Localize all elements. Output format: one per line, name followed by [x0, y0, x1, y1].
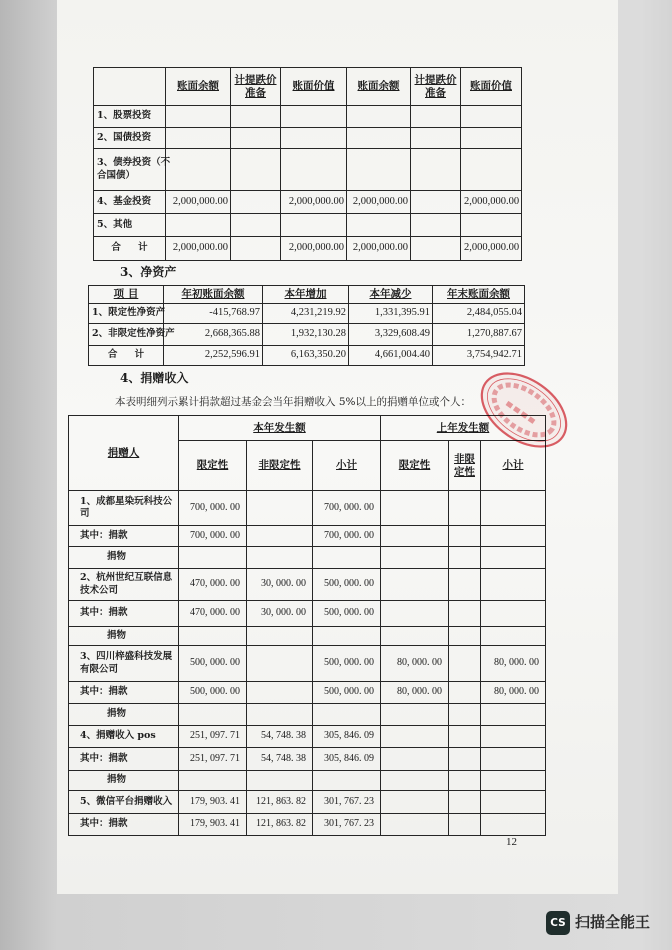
current-unrestricted: 54, 748. 38 [247, 726, 313, 748]
header-book-balance: 账面余额 [166, 68, 231, 106]
donor-name-line: 2、杭州世纪互联信息 [80, 572, 173, 583]
current-subtotal: 500, 000. 00 [313, 646, 381, 682]
table-cell [347, 214, 411, 237]
header-blank-cell [94, 68, 166, 106]
current-subtotal: 500, 000. 00 [313, 601, 381, 627]
previous-restricted [381, 569, 449, 601]
current-unrestricted: 121, 863. 82 [247, 814, 313, 836]
table-row [89, 324, 525, 346]
donor-name [69, 569, 179, 601]
header-decrease: 本年减少 [349, 286, 433, 304]
header-restricted: 限定性 [179, 441, 247, 491]
table-cell [411, 106, 461, 128]
row-label: 1、股票投资 [94, 106, 166, 128]
header-book-value: 账面价值 [281, 68, 347, 106]
donor-name: 其中：捐款 [69, 526, 179, 547]
header-impairment-provision: 计提跌价准备 [411, 68, 461, 106]
total-row [94, 237, 522, 261]
row-label [94, 149, 171, 191]
table-cell [179, 704, 247, 726]
current-restricted: 700, 000. 00 [179, 491, 247, 526]
previous-subtotal [481, 726, 546, 748]
header-increase: 本年增加 [263, 286, 349, 304]
previous-unrestricted [449, 526, 481, 547]
seal-stamp-shape [468, 358, 579, 461]
table-cell [166, 149, 231, 191]
table-cell [381, 547, 449, 569]
previous-unrestricted [449, 682, 481, 704]
table-cell [347, 106, 411, 128]
previous-restricted [381, 814, 449, 836]
table-cell [381, 627, 449, 646]
table-cell [281, 214, 347, 237]
table-cell [449, 704, 481, 726]
donor-name-line: 3、四川梓盛科技发展 [80, 651, 173, 662]
donor-row [69, 771, 546, 791]
current-unrestricted: 54, 748. 38 [247, 748, 313, 771]
donor-name: 5、微信平台捐赠收入 [69, 791, 179, 814]
total-label: 合 计 [94, 237, 166, 261]
previous-restricted [381, 491, 449, 526]
header-unrestricted: 非限定性 [247, 441, 313, 491]
table-cell [231, 149, 281, 191]
value-cell [231, 237, 281, 261]
previous-unrestricted [449, 726, 481, 748]
table-cell [179, 627, 247, 646]
current-unrestricted [247, 526, 313, 547]
current-subtotal: 305, 846. 09 [313, 748, 381, 771]
camscanner-logo-icon: CS [546, 911, 570, 935]
donor-name-line: 技术公司 [80, 584, 119, 596]
table-row [94, 106, 522, 128]
table-row [94, 128, 522, 149]
value-cell: 2,000,000.00 [166, 237, 231, 261]
previous-subtotal: 80, 000. 00 [481, 682, 546, 704]
donations-header-row [69, 416, 546, 441]
donor-name: 其中：捐款 [69, 682, 179, 704]
header-restricted: 限定性 [381, 441, 449, 491]
previous-restricted [381, 748, 449, 771]
donor-row [69, 682, 546, 704]
table-cell [313, 547, 381, 569]
current-unrestricted: 30, 000. 00 [247, 569, 313, 601]
donations-title: 4、捐赠收入 [120, 371, 189, 385]
donor-name: 其中：捐款 [69, 814, 179, 836]
value-cell: 2,000,000.00 [281, 237, 347, 261]
value-cell [411, 237, 461, 261]
previous-unrestricted [449, 646, 481, 682]
table-cell [461, 214, 522, 237]
table-cell [231, 128, 281, 149]
current-subtotal: 301, 767. 23 [313, 791, 381, 814]
value-cell: 2,000,000.00 [281, 191, 347, 214]
net-assets-table [88, 285, 525, 366]
table-cell [347, 128, 411, 149]
value-cell: 4,231,219.92 [263, 304, 349, 324]
donor-name: 其中：捐款 [69, 601, 179, 627]
previous-restricted: 80, 000. 00 [381, 646, 449, 682]
value-cell: -415,768.97 [164, 304, 263, 324]
previous-subtotal [481, 791, 546, 814]
table-cell [231, 214, 281, 237]
value-cell: 2,000,000.00 [461, 237, 522, 261]
investment-header-row [94, 68, 522, 106]
header-subtotal: 小计 [313, 441, 381, 491]
previous-subtotal: 80, 000. 00 [481, 646, 546, 682]
donor-name: 其中：捐款 [69, 748, 179, 771]
table-cell [179, 547, 247, 569]
value-cell: 1,331,395.91 [349, 304, 433, 324]
header-previous-year: 上年发生额 [381, 416, 546, 441]
header-item: 项 目 [89, 286, 164, 304]
donor-row [69, 814, 546, 836]
header-book-balance: 账面余额 [347, 68, 411, 106]
value-cell [411, 191, 461, 214]
header-closing-balance: 年末账面余额 [433, 286, 525, 304]
table-cell [461, 106, 522, 128]
donor-row [69, 526, 546, 547]
value-cell: 2,000,000.00 [461, 191, 522, 214]
table-cell [381, 704, 449, 726]
header-impairment-provision: 计提跌价准备 [231, 68, 281, 106]
donor-name: 捐物 [69, 627, 179, 646]
previous-unrestricted [449, 748, 481, 771]
donor-name-line: 司 [80, 508, 90, 519]
current-unrestricted [247, 682, 313, 704]
previous-unrestricted [449, 491, 481, 526]
value-cell: 1,932,130.28 [263, 324, 349, 346]
row-label: 2、非限定性净资产 [89, 324, 164, 346]
donor-name: 捐物 [69, 704, 179, 726]
current-subtotal: 700, 000. 00 [313, 526, 381, 547]
table-cell [411, 149, 461, 191]
total-label: 合 计 [89, 346, 164, 366]
previous-restricted [381, 726, 449, 748]
current-restricted: 179, 903. 41 [179, 791, 247, 814]
table-cell [281, 128, 347, 149]
current-unrestricted [247, 646, 313, 682]
header-subtotal: 小计 [481, 441, 546, 491]
previous-unrestricted [449, 791, 481, 814]
current-subtotal: 500, 000. 00 [313, 569, 381, 601]
donor-row [69, 569, 546, 601]
table-cell [281, 106, 347, 128]
table-row [89, 304, 525, 324]
net-assets-title: 3、净资产 [120, 265, 177, 279]
value-cell: 2,252,596.91 [164, 346, 263, 366]
row-label: 2、国债投资 [94, 128, 166, 149]
table-cell [381, 771, 449, 791]
current-subtotal: 500, 000. 00 [313, 682, 381, 704]
donor-name: 捐物 [69, 547, 179, 569]
previous-subtotal [481, 601, 546, 627]
table-cell [411, 128, 461, 149]
table-cell [481, 771, 546, 791]
table-cell [313, 704, 381, 726]
previous-subtotal [481, 569, 546, 601]
table-cell [347, 149, 411, 191]
table-cell [449, 547, 481, 569]
previous-subtotal [481, 526, 546, 547]
current-unrestricted: 30, 000. 00 [247, 601, 313, 627]
table-cell [166, 128, 231, 149]
table-cell [481, 704, 546, 726]
current-unrestricted [247, 491, 313, 526]
header-current-year: 本年发生额 [179, 416, 381, 441]
donor-row [69, 601, 546, 627]
previous-subtotal [481, 814, 546, 836]
value-cell: 6,163,350.20 [263, 346, 349, 366]
value-cell: 1,270,887.67 [433, 324, 525, 346]
value-cell: 3,754,942.71 [433, 346, 525, 366]
current-unrestricted: 121, 863. 82 [247, 791, 313, 814]
previous-restricted [381, 601, 449, 627]
current-restricted: 470, 000. 00 [179, 569, 247, 601]
table-row [94, 191, 522, 214]
table-cell [461, 149, 522, 191]
current-restricted: 700, 000. 00 [179, 526, 247, 547]
table-cell [481, 627, 546, 646]
row-label: 1、限定性净资产 [89, 304, 164, 324]
table-cell [461, 128, 522, 149]
current-restricted: 470, 000. 00 [179, 601, 247, 627]
header-book-value: 账面价值 [461, 68, 522, 106]
donor-name: 4、捐赠收入 pos [69, 726, 179, 748]
previous-unrestricted [449, 601, 481, 627]
donor-row [69, 491, 546, 526]
investment-table [93, 67, 522, 261]
table-cell [313, 771, 381, 791]
table-cell [247, 547, 313, 569]
value-cell: 2,000,000.00 [166, 191, 231, 214]
donations-note: 本表明细列示累计捐款超过基金会当年捐赠收入 5%以上的捐赠单位或个人： [115, 396, 471, 408]
table-cell [449, 771, 481, 791]
row-label: 5、其他 [94, 214, 166, 237]
row-label: 4、基金投资 [94, 191, 166, 214]
donor-row [69, 748, 546, 771]
table-cell [179, 771, 247, 791]
table-cell [313, 627, 381, 646]
value-cell: 2,668,365.88 [164, 324, 263, 346]
current-subtotal: 305, 846. 09 [313, 726, 381, 748]
current-restricted: 251, 097. 71 [179, 726, 247, 748]
header-donor: 捐赠人 [69, 416, 179, 491]
table-cell [411, 214, 461, 237]
camscanner-watermark-text: 扫描全能王 [575, 913, 651, 931]
value-cell: 2,000,000.00 [347, 191, 411, 214]
previous-unrestricted [449, 569, 481, 601]
table-cell [247, 771, 313, 791]
total-row [89, 346, 525, 366]
donor-name-line: 有限公司 [80, 663, 119, 675]
page-number: 12 [506, 836, 517, 848]
table-cell [481, 547, 546, 569]
current-restricted: 251, 097. 71 [179, 748, 247, 771]
current-restricted: 500, 000. 00 [179, 682, 247, 704]
donor-row [69, 646, 546, 682]
donor-row [69, 547, 546, 569]
table-cell [231, 106, 281, 128]
previous-restricted [381, 791, 449, 814]
donor-row [69, 726, 546, 748]
table-cell [247, 627, 313, 646]
current-subtotal: 301, 767. 23 [313, 814, 381, 836]
donor-name: 捐物 [69, 771, 179, 791]
previous-subtotal [481, 748, 546, 771]
current-restricted: 179, 903. 41 [179, 814, 247, 836]
value-cell: 4,661,004.40 [349, 346, 433, 366]
row-label-line: 合国债） [97, 169, 136, 181]
donor-name [69, 491, 179, 526]
previous-subtotal [481, 491, 546, 526]
current-subtotal: 700, 000. 00 [313, 491, 381, 526]
donations-table [68, 415, 546, 836]
donor-row [69, 704, 546, 726]
previous-restricted [381, 526, 449, 547]
table-cell [247, 704, 313, 726]
header-unrestricted: 非限定性 [449, 441, 481, 491]
previous-unrestricted [449, 814, 481, 836]
table-row [94, 214, 522, 237]
donor-row [69, 627, 546, 646]
table-cell [449, 627, 481, 646]
net-assets-header-row [89, 286, 525, 304]
table-cell [166, 106, 231, 128]
value-cell: 2,000,000.00 [347, 237, 411, 261]
row-label-line: 3、债券投资（不 [97, 157, 171, 168]
value-cell [231, 191, 281, 214]
table-cell [166, 214, 231, 237]
current-restricted: 500, 000. 00 [179, 646, 247, 682]
donor-name-line: 1、成都星染玩科技公 [80, 495, 173, 507]
value-cell: 2,484,055.04 [433, 304, 525, 324]
table-row [94, 149, 522, 191]
header-opening-balance: 年初账面余额 [164, 286, 263, 304]
donor-name [69, 646, 179, 682]
previous-restricted: 80, 000. 00 [381, 682, 449, 704]
donor-row [69, 791, 546, 814]
value-cell: 3,329,608.49 [349, 324, 433, 346]
seal-stamp [476, 358, 572, 462]
table-cell [281, 149, 347, 191]
